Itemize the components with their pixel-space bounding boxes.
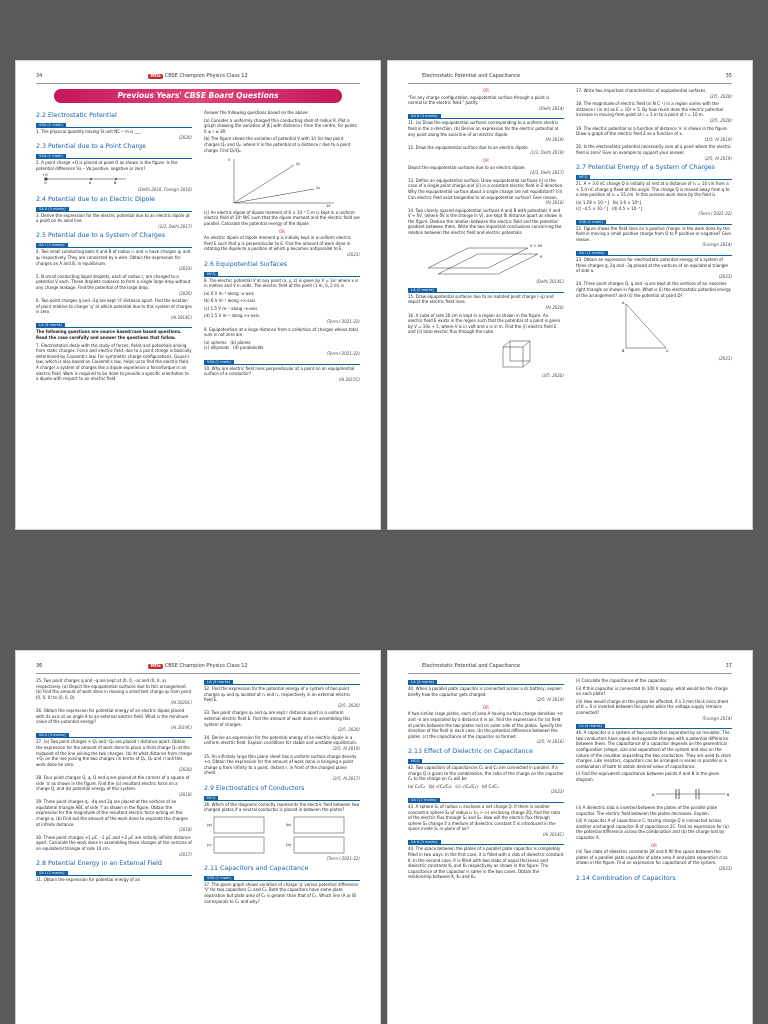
- section-banner: Previous Years' CBSE Board Questions: [54, 89, 342, 103]
- point-charge-figure: [36, 173, 192, 185]
- or-divider: OR: [279, 228, 285, 234]
- page-37: [387, 650, 753, 1024]
- svg-text:A: A: [622, 301, 625, 306]
- question: 44. The space between the plates of a parallel plate capacitor is completely filled in two ways. In the first case, it is filled with a slab of dielectric constant K. In the second case, it is filled with two slabs of equal thickness and dielectric constants K₁ and K₂ respectively as shown in the figure. The capacitance of the capacitor is same in the two cases. Obtain the relationship between K, K₁ and K₂.: [408, 846, 564, 880]
- options: (a) spheres (b) planes (c) ellipsoids (d) paraboloids (Term I 2021-22): [204, 339, 360, 357]
- options: (a) 1.29 × 10⁻⁵ J (b) 3.6 × 10⁵ J (c) –4.5 × 10⁻⁷ J (d) 4.5 × 10⁻⁷ J (Term I 2021-22): [576, 199, 732, 217]
- question: 34. Derive an expression for the potential energy of an electric dipole in a uniform electric field. Explain conditions for stable and unstable equilibrium. (3/5, AI 2019): [204, 734, 360, 751]
- section-heading: 2.5 Potential due to a System of Charges: [36, 232, 166, 240]
- question: 21. A + 3.0 nC charge Q is initially at rest at a distance of r₁ = 10 cm from a + 5.0 nC charge q fixed at the origin. The charge Q is moved away from q to a new position at r₂ = 15 cm. In this process work done by the field is: [576, 181, 730, 198]
- capacitor-circuit-figure: [576, 785, 732, 803]
- section-heading: 2.6 Equipotential Surfaces: [204, 260, 288, 268]
- question: 33. Two point charges q₁ and q₂ are kept r distance apart in a uniform external electric field E. Find the amount of work done in assembling this system of charges. (2/5, 2020): [204, 710, 360, 733]
- source-note: (Delhi 2016, Foreign 2016): [138, 186, 192, 192]
- svg-text:C: C: [666, 349, 669, 354]
- marks-tag: LA (5 marks): [408, 288, 437, 293]
- page-36: [15, 650, 381, 1024]
- right-column: [204, 677, 360, 906]
- or-divider: OR: [483, 704, 489, 710]
- question: 2. A point charge +Q is placed at point O as shown in the figure. Is the potential difference Vᴀ – Vʙ positive, negative or zero?: [36, 160, 178, 171]
- header-rule: [36, 83, 360, 84]
- running-header: [408, 73, 732, 83]
- book-title: CBSE Champion Physics Class 12: [164, 663, 248, 669]
- question: 46. A capacitor is a system of two conductors separated by an insulator. The two conductors have equal and opposite charges with a potential difference between them. The capacitance of a capacitor depends on the geometrical configuration (shape, size and separation) of the system and also on the nature of the insulator separating the two conductors. They are used to store charges. Like resistors, capacitors can be arranged in series or parallel or a combination of both to obtain desired value of capacitance.: [576, 730, 732, 769]
- svg-text:A: A: [652, 792, 655, 797]
- mtg-logo: MtG: [150, 74, 161, 79]
- header-rule: [36, 673, 360, 674]
- right-column: [204, 109, 360, 384]
- section-heading: 2.11 Capacitors and Capacitance: [204, 864, 309, 872]
- page-number: 36: [36, 663, 43, 669]
- question: If two similar large plates, each of area A having surface charge densities +σ and –σ are separated by a distance d in air, find the expressions for (a) field at points between the two plates and on outer side of the plates. Specify the direction of the field in each case. (b) the potential difference between the plates. (c) the capacitance of the capacitor so formed. (3/5, AI 2016): [408, 711, 564, 745]
- question-part: (ii) If this capacitor is connected to 100 V supply, what would be the charge on each plate?: [576, 685, 728, 697]
- marks-tag: MCQ: [204, 796, 218, 801]
- question: 28. Four point charges Q, q, Q and q are placed at the corners of a square of side 'a' as shown in the figure. Find the (a) resultant electric force on a charge Q, and (b) potential energy of this system. (2018): [36, 774, 192, 797]
- question: 11. (a) Draw the equipotential surfaces corresponding to a uniform electric field in the z-direction. (b) Derive an expression for the electric potential at any point along the axial line of an electric dipole. (AI 2019): [408, 120, 564, 143]
- marks-tag: SA II (3 marks): [408, 840, 441, 845]
- source-note: (3/5, 2020): [541, 372, 564, 378]
- question: 32. Find the expression for the potential energy of a system of two point charges q₁ and q₂ located at r₁ and r₂, respectively in an external electric field E. (2/5, 2020): [204, 686, 360, 708]
- svg-text:(a): (a): [207, 822, 212, 827]
- equipotential-surfaces-figure: [408, 238, 564, 278]
- page-35: [387, 60, 753, 530]
- right-column: [576, 677, 732, 885]
- source-note: (Delhi 2014C): [536, 279, 564, 285]
- marks-tag: MCQ: [576, 175, 590, 180]
- or-divider: OR: [483, 157, 489, 163]
- cube-figure: [408, 337, 564, 371]
- section-heading: 2.14 Combination of Capacitors: [576, 874, 676, 882]
- question: 6. Two point charges q and –2q are kept 'd' distance apart. Find the location of point relative to charge 'q' at which potential due to this system of charges is zero. (AI 2014C): [36, 298, 192, 320]
- case-intro: The following questions are source based/case based questions. Read the case carefully and answer the questions that follow.: [36, 329, 182, 341]
- question: 7. Electrostatics deals with the study of forces, fields and potentials arising from static charges. Force and electric field, due to a point charge is basically determined by Coulomb's law. For symmetric charge configurations, Gauss's law, which is also based on Coulomb's law, helps us to find the electric field. A charge/ a system of charges like a dipole experience a force/torque in an electric field. Work is required to be done to provide a specific orientation to a dipole with respect to an electric field.: [36, 342, 192, 382]
- svg-text:1/r: 1/r: [326, 204, 331, 208]
- section-heading: 2.7 Potential Energy of a System of Charges: [576, 164, 716, 172]
- marks-tag: LA (5 marks): [408, 680, 437, 685]
- header-rule: [408, 83, 732, 84]
- question-part: (ii) A dielectric slab is inserted between the plates of the parallel plate capacitor. The electric field between the plates decreases. Explain.: [576, 805, 718, 816]
- marks-tag: SA I (2 marks): [408, 798, 440, 803]
- question: 18. The magnitude of electric field (in N C⁻¹) in a region varies with the distance r (in m) as E = 10r + 5. By how much does the electric potential increase in moving from point at r = 1 m to a point at r = 10 m. (2/5, 2020): [576, 101, 732, 123]
- question: 31. Obtain the expression for potential energy of an: [36, 877, 141, 883]
- question: 29. Three point charges q, –4q and 2q are placed at the vertices of an equilateral triangle ABC of side 'l' as shown in the figure. Obtain the expression for the magnitude of the resultant electric force acting on the charge q. (b) Find out the amount of the work done to separate the charges at infinite distance. (2018): [36, 799, 192, 833]
- marks-tag: SA II (3 marks): [36, 207, 69, 212]
- left-column: [36, 677, 192, 885]
- source-note: (Term I 2021-22): [326, 856, 360, 862]
- question: 13. Define an equipotential surface. Draw equipotential surfaces (i) in the case of a single point charge and (ii) in a constant electric field in Z-direction. Why the equipotential surface about a single charge are not equidistant? (iii) Can electric field exist tangential to an equipotential surface? Give reason. (AI 2016): [408, 177, 564, 206]
- marks-tag: VSA (1 mark): [204, 360, 234, 365]
- svg-text:V: V: [228, 158, 231, 163]
- svg-text:(c): (c): [207, 842, 212, 847]
- question: 40. When a parallel plate capacitor is connected across a dc battery, explain briefly how the capacitor gets charged. (2/5, AI 2019): [408, 686, 564, 703]
- chapter-title: Electrostatic Potential and Capacitance: [422, 663, 521, 669]
- question-part: (a) Consider a uniformly charged thin conducting shell of radius R. Plot a graph showing the variation of |E| with distance r from the centre, for points 0 ≤ r ≤ 3R.: [204, 117, 357, 134]
- case-instruction: Answer the following questions based on the above:: [204, 110, 309, 115]
- question: 14. Two closely spaced equipotential surfaces A and B with potentials V and V + δV, (where δV is the change in V), are kept δl distance apart as shown in the figure. Deduce the relation between the electric field and the potential gradient between them. Write the two important conclusions concerning the relation between the electric field and electric potentials.: [408, 207, 563, 236]
- running-header: [408, 663, 732, 673]
- question: 19. The electric potential as a function of distance 'x' is shown in the figure. Draw a graph of the electric field E as a function of x. (1/5, AI 2019): [576, 125, 732, 142]
- question: 16. A cube of side 20 cm is kept in a region as shown in the figure. An electric field E exists in the region such that the potential at a point is given by V = 10x + 5, where V is in volt and x is in m. Find the (i) electric field E and (ii) total electric flux through the cube.: [408, 312, 561, 335]
- or-divider: OR: [483, 88, 489, 93]
- page-34: [15, 60, 381, 530]
- marks-tag: VSA (1 mark): [576, 220, 606, 225]
- option: (d) 1.5 V m⁻¹ along +x-axis. (Term I 2021-22): [204, 313, 360, 325]
- svg-text:Q₁: Q₁: [296, 162, 301, 167]
- page-number: 37: [725, 663, 732, 669]
- question: 42. Two capacitors of capacitances C₁ and C₂ are connected in parallel. If a charge Q is given to the combination, the ratio of the charge on the capacitor C₁ to the charge on C₂ will be: [408, 764, 564, 782]
- section-heading: 2.3 Potential due to a Point Charge: [36, 143, 146, 151]
- svg-text:Q₂: Q₂: [316, 186, 321, 191]
- svg-text:B: B: [114, 181, 117, 186]
- marks-tag: VSA (1 mark): [204, 876, 234, 881]
- marks-tag: SA II (3 marks): [408, 114, 441, 119]
- question: 30. Three point charges +1 μC, –1 μC and +2 μC are initially infinite distance apart. Calculate the work done in assembling these charges at the vertices of an equilateral triangle of side 10 cm. (2017): [36, 834, 192, 857]
- question: 4. Two small conducting balls A and B of radius r₁ and r₂ have charges q₁ and q₂ respectively. They are connected by a wire. Obtain the expression for charges on A and B, in equilibrium. (2023): [36, 249, 192, 272]
- option: (c) 1.5 V m⁻¹ along –x-axis: [204, 305, 258, 311]
- question: 27. (a) Two point charges + Q₁ and –Q₂ are placed r distance apart. Obtain the expression for the amount of work done to place a third charge Q₃ at the midpoint of the line joining the two charges. (b) At what distance from charge +Q₁ on the line joining the two charges (in terms of Q₁, Q₂ and r) will this work done be zero. (2020): [36, 739, 193, 773]
- or-divider: OR: [651, 842, 657, 848]
- section-heading: 2.9 Electrostatics of Conductors: [204, 784, 305, 792]
- question: 23. Obtain an expression for electrostatic potential energy of a system of three charges q, 2q and –3q placed at the vertices of an equilateral triangle of side a. (2023): [576, 257, 732, 279]
- chapter-title: Electrostatic Potential and Capacitance: [422, 73, 521, 79]
- marks-tag: VSA (1 mark): [36, 154, 66, 159]
- question: "For any charge configuration, equipotential surface through a point is normal to the electric field." Justify. (Delhi 2014): [408, 94, 564, 111]
- question: 22. Figure shows the field lines on a positive charge. Is the work done by the field in moving a small positive charge from Q to P positive or negative? Give reason. (Foreign 2014): [576, 225, 732, 248]
- running-header: [36, 73, 360, 83]
- source-note: (2023): [718, 355, 732, 361]
- section-heading: 2.13 Effect of Dielectric on Capacitance: [408, 747, 533, 755]
- triangle-figure: [576, 300, 732, 354]
- svg-text:(d): (d): [286, 842, 291, 847]
- page-number: 34: [36, 73, 43, 79]
- question: 5. N small conducting liquid droplets, each of radius r, are charged to a potential V each. These droplets coalesce to form a single large drop without any charge leakage. Find the potential of the large drop. (2020): [36, 273, 192, 296]
- left-column: [36, 109, 192, 384]
- question: 1. The physical quantity having SI unit NC⁻¹ m is ___ (2020): [36, 129, 192, 140]
- marks-tag: SA I (2 marks): [36, 871, 68, 876]
- question-part: (c) An electric dipole of dipole moment of 6 × 10⁻⁶ C·m is kept in a uniform electric field of 10³ N/C such that the dipole moment and the electric field are parallel. Calculate the potential energy of the dipole.: [204, 209, 360, 226]
- marks-tag: MCQ: [408, 759, 422, 764]
- marks-tag: LA (5 marks): [204, 680, 233, 685]
- svg-text:B: B: [727, 792, 730, 797]
- question: 36. Which of the diagrams correctly represents the electric field between two charged plates if a neutral conductor is placed in between the plates?: [204, 801, 360, 813]
- marks-tag: VSA (1 mark): [36, 123, 66, 128]
- svg-text:O: O: [44, 181, 47, 186]
- question-part: (iii) How would charge on the plates be affected, if a 3 mm thick mica sheet of K = 6 is inserted between the plates while the voltage supply remains connected? (Foreign 2014): [576, 698, 732, 721]
- section-heading: 2.4 Potential due to an Electric Dipole: [36, 195, 156, 203]
- question: 12. Draw the equipotential surface due to an electric dipole. (1/3, Delhi 2019): [408, 144, 564, 156]
- svg-text:+Q: +Q: [42, 173, 48, 178]
- question: 8. The electric potential V at any point (x, y, z) is given by V = 3x² where x is in metres and V in volts. The electric field at the point (1 m, 0, 2 m) is: [204, 277, 359, 289]
- question: 26. Obtain the expression for potential energy of an electric dipole placed with its axis at an angle θ to an external electric field. What is the minimum value of the potential energy? (AI 2019C): [36, 707, 192, 730]
- page-number: 35: [725, 73, 732, 79]
- question: 15. Draw equipotential surfaces due to an isolated point charge (–q) and depict the electric field lines. (AI 2020): [408, 293, 564, 311]
- marks-tag: SA II (3 marks): [36, 733, 69, 738]
- mtg-logo: MtG: [150, 664, 161, 669]
- question: Depict the equipotential surfaces due to an electric dipole. (2/3, Delhi 2017): [408, 164, 564, 176]
- question: 10. Why are electric field lines perpendicular at a point on an equipotential surface of a conductor? (AI 2015C): [204, 365, 360, 382]
- marks-tag: LA (4 marks): [36, 323, 65, 328]
- question: 25. Two point charges q and –q are kept at (0, 0, –a) and (0, 0, a) respectively. (a) Depict the equipotential surfaces due to this arrangement. (b) Find the amount of work done in moving a small test charge q₀ from point (0, 0, 0) to (0, 0, 0). (AI 2020C): [36, 678, 192, 706]
- svg-text:V: V: [540, 254, 543, 259]
- question: 9. Equipotentials at a large distance from a collection of charges whose total sum is not zero are: [204, 326, 358, 338]
- option: (b) 6 V m⁻¹ along +x-axis: [204, 298, 256, 304]
- question-part: (i) Calculate the capacitance of the capacitor.: [576, 678, 668, 683]
- question-part: (i) Find the equivalent capacitance between points A and B in the given diagram.: [576, 771, 720, 782]
- options: (a) C₁/C₂ (b) √(C₁/C₂) (c) √(C₂/C₁) (d) C₂/C₁ (2023): [408, 783, 564, 795]
- marks-tag: SA I (2 marks): [36, 243, 68, 248]
- right-column: [576, 87, 732, 361]
- marks-tag: LA (4 marks): [576, 724, 605, 729]
- question-part: (b) The figure shows the variation of potential V with 1/r for two point charges Q₁ and Q₂, where V is the potential at a distance r due to a point charge. Find Q₁/Q₂.: [204, 136, 351, 153]
- svg-text:B: B: [622, 349, 625, 354]
- option: (a) 6 V m⁻¹ along –x-axis: [204, 290, 254, 296]
- potential-graph-figure: [204, 155, 360, 207]
- section-heading: 2.8 Potential Energy in an External Field: [36, 860, 162, 868]
- section-heading: 2.2 Electrostatic Potential: [36, 112, 117, 119]
- question: 37. The given graph shows variation of charge 'q' versus potential difference 'V' for two capacitors C₁ and C₂. Both the capacitors have same plate separation but plate area of C₂ is greater than that of C₁. Which line (A or B) corresponds to C₁ and why?: [204, 881, 359, 904]
- left-column: [408, 677, 564, 882]
- svg-text:V + δV: V + δV: [530, 243, 543, 248]
- question-part: An electric dipole of dipole moment p is initially kept in a uniform electric field E such that p is perpendicular to E. Find the amount of work done in rotating the dipole to a position at which p becomes antiparallel to E. (2023): [204, 235, 360, 257]
- svg-text:A: A: [89, 181, 92, 186]
- question: 24. Three point charges Q, q and –q are kept at the vertices of an isosceles right triangle as shown in figure. What is (i) the electrostatic potential energy of the arrangement? and (ii) the potential at point D?: [576, 281, 732, 298]
- left-column: [408, 87, 564, 378]
- question: 17. Write two important characteristics of equipotential surfaces. (2/5, 2020): [576, 88, 732, 99]
- running-header: [36, 663, 360, 673]
- question: 20. Is the electrostatic potential necessarily zero at a point where the electric field is zero? Give an example to support your answer. (2/5, AI 2019): [576, 144, 732, 161]
- question: 35. An infinitely large thin plane sheet has a uniform surface charge density +σ. Obtain the expression for the amount of work done in bringing a point charge q from infinity to a point, distant r, in front of the charged plane sheet. (3/5, AI 2017): [204, 753, 360, 781]
- question-part: (iii) A capacitor A of capacitance C, having charge Q is connected across another uncharged capacitor B of capacitance 2C. Find an expression for (a) the potential difference across the combination and (b) the charge lost by capacitor A.: [576, 818, 729, 841]
- marks-tag: SA I (2 marks): [576, 251, 608, 256]
- header-rule: [408, 673, 732, 674]
- svg-text:(b): (b): [286, 822, 291, 827]
- book-title: CBSE Champion Physics Class 12: [164, 73, 248, 79]
- question: 3. Derive the expression for the electric potential due to an electric dipole at a point on its axial line. (2/3, Delhi 2017): [36, 212, 192, 229]
- marks-tag: MCQ: [204, 272, 218, 277]
- question-part: (iii) Two slabs of dielectric constants 2K and K fill the space between the plates of a parallel plate capacitor of plate area A and plate separation d as shown in the figure. Find an expression for capacitance of the system. (2023): [576, 849, 732, 872]
- question: 43. A sphere S₁ of radius r₁ encloses a net charge Q. If there is another concentric sphere S₂ of radius r₂ (r₂ > r₁) enclosing charge 2Q, find the ratio of the electric flux through S₁ and S₂. How will the electric flux through sphere S₁ change if a medium of dielectric constant 5 is introduced in the space inside S₁ in place of air? (AI 2014C): [408, 803, 564, 837]
- plates-options-figure: [204, 815, 360, 855]
